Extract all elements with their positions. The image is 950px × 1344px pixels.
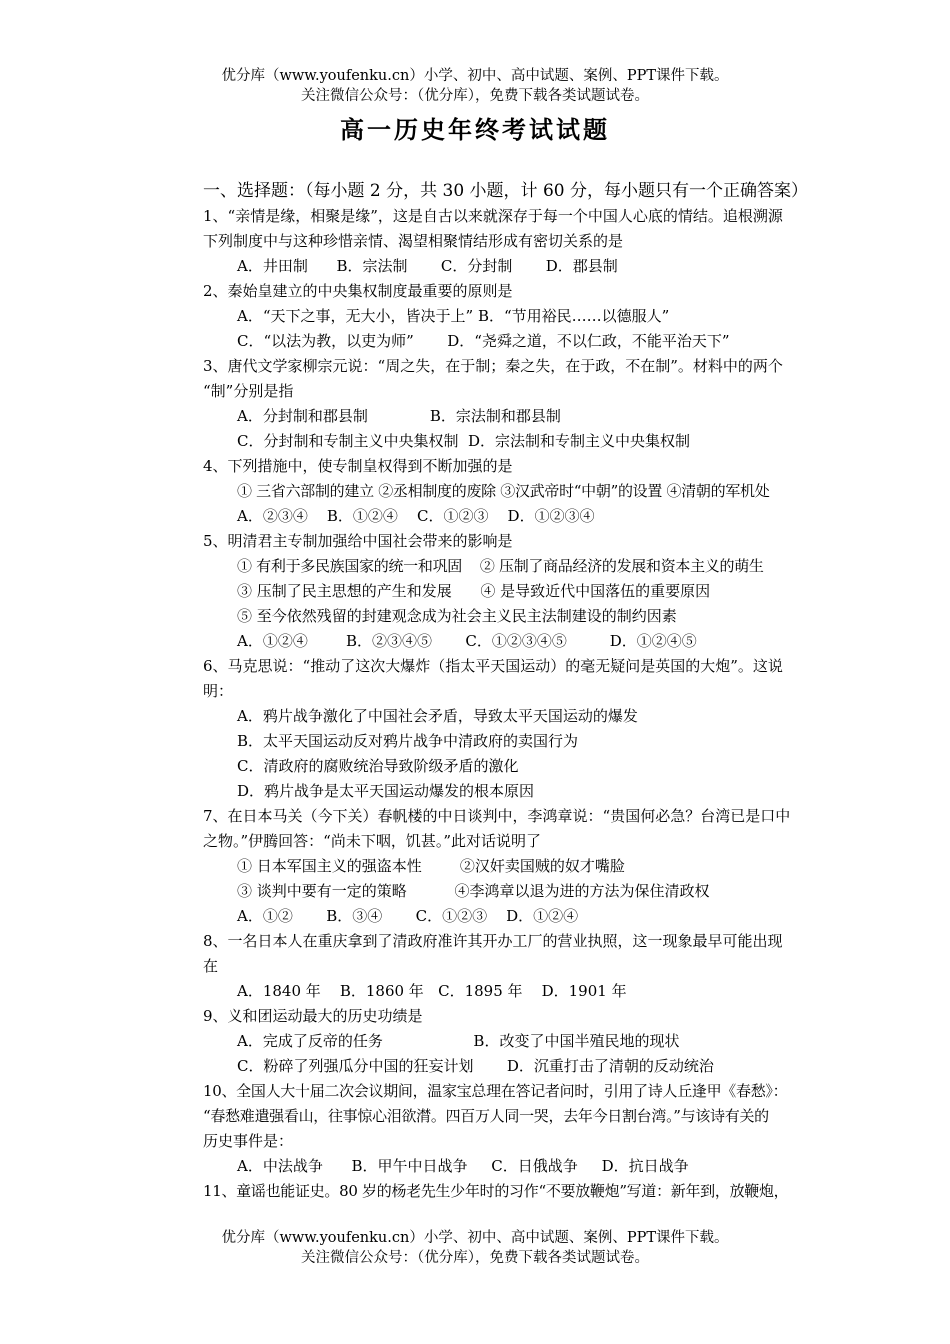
footer-line-2: 关注微信公众号：（优分库），免费下载各类试题试卷。 (301, 1250, 649, 1266)
question-line: 10、全国人大十届二次会议期间，温家宝总理在答记者问时，引用了诗人丘逢甲《春愁》： (203, 1082, 788, 1100)
footer-line-1: 优分库（www.youfenku.cn）小学、初中、高中试题、案例、PPT课件下载。 (221, 1230, 729, 1246)
question-line: 在 (203, 957, 219, 975)
question-line: 5、明清君主专制加强给中国社会带来的影响是 (203, 532, 513, 550)
answer-option: C．清政府的腐败统治导致阶级矛盾的激化 (237, 757, 519, 775)
statement-list: ① 有利于多民族国家的统一和巩固 ② 压制了商品经济的发展和资本主义的萌生 (237, 557, 764, 575)
statement-list: ① 日本军国主义的强盗本性 ②汉奸卖国贼的奴才嘴脸 (237, 857, 625, 875)
answer-option: D．鸦片战争是太平天国运动爆发的根本原因 (237, 782, 535, 800)
page-header (0, 66, 950, 106)
statement-list: ⑤ 至今依然残留的封建观念成为社会主义民主法制建设的制约因素 (237, 607, 677, 625)
question-line: “春愁难遣强看山，往事惊心泪欲潸。四百万人同一哭，去年今日割台湾。”与该诗有关的 (203, 1107, 769, 1125)
answer-options: A．分封制和郡县制 B．宗法制和郡县制 (237, 407, 561, 425)
question-line: 3、唐代文学家柳宗元说：“周之失，在于制；秦之失，在于政，不在制”。材料中的两个 (203, 357, 783, 375)
answer-options: A．①②④ B．②③④⑤ C．①②③④⑤ D．①②④⑤ (237, 632, 697, 650)
question-line: 9、义和团运动最大的历史功绩是 (203, 1007, 423, 1025)
question-line: 历史事件是： (203, 1132, 294, 1150)
statement-list: ③ 压制了民主思想的产生和发展 ④ 是导致近代中国落伍的重要原因 (237, 582, 711, 600)
question-line: 明： (203, 682, 234, 700)
answer-options: A．中法战争 B．甲午中日战争 C．日俄战争 D．抗日战争 (237, 1157, 689, 1175)
section-heading: 一、选择题：（每小题 2 分，共 30 小题，计 60 分，每小题只有一个正确答案） (203, 181, 809, 201)
answer-options: A．②③④ B．①②④ C．①②③ D．①②③④ (237, 507, 595, 525)
question-line: 下列制度中与这种珍惜亲情、渴望相聚情结形成有密切关系的是 (203, 232, 624, 250)
question-line: 6、马克思说：“推动了这次大爆炸（指太平天国运动）的毫无疑问是英国的大炮”。这说 (203, 657, 783, 675)
question-line: 7、在日本马关（今下关）春帆楼的中日谈判中，李鸿章说：“贵国何必急？台湾已是口中 (203, 807, 791, 825)
question-line: 之物。”伊腾回答：“尚未下咽，饥甚。”此对话说明了 (203, 832, 542, 850)
answer-options: A．①② B．③④ C．①②③ D．①②④ (237, 907, 579, 925)
page-footer (0, 1228, 950, 1268)
answer-options: A．完成了反帝的任务 B．改变了中国半殖民地的现状 (237, 1032, 680, 1050)
exam-title: 高一历史年终考试试题 (340, 115, 610, 144)
question-line: 1、“亲情是缘，相聚是缘”，这是自古以来就深存于每一个中国人心底的情结。追根溯源 (203, 207, 783, 225)
answer-options: C．粉碎了列强瓜分中国的狂妄计划 D．沉重打击了清朝的反动统治 (237, 1057, 714, 1075)
answer-option: B．太平天国运动反对鸦片战争中清政府的卖国行为 (237, 732, 579, 750)
answer-options: A．井田制 B．宗法制 C．分封制 D．郡县制 (237, 257, 618, 275)
question-line: 4、下列措施中，使专制皇权得到不断加强的是 (203, 457, 513, 475)
question-line: “制”分别是指 (203, 382, 294, 400)
answer-option: A．鸦片战争激化了中国社会矛盾，导致太平天国运动的爆发 (237, 707, 638, 725)
question-line: 2、秦始皇建立的中央集权制度最重要的原则是 (203, 282, 513, 300)
statement-list: ③ 谈判中要有一定的策略 ④李鸿章以退为进的方法为保住清政权 (237, 882, 710, 900)
question-line: 8、一名日本人在重庆拿到了清政府准许其开办工厂的营业执照，这一现象最早可能出现 (203, 932, 783, 950)
header-line-2: 关注微信公众号：（优分库），免费下载各类试题试卷。 (301, 88, 649, 104)
statement-list: ① 三省六部制的建立 ②丞相制度的废除 ③汉武帝时“中朝”的设置 ④清朝的军机处 (237, 482, 770, 500)
question-line: 11、童谣也能证史。80 岁的杨老先生少年时的习作“不要放鞭炮”写道：新年到，放鞭炮， (203, 1182, 789, 1200)
answer-options: C．分封制和专制主义中央集权制 D．宗法制和专制主义中央集权制 (237, 432, 691, 450)
header-line-1: 优分库（www.youfenku.cn）小学、初中、高中试题、案例、PPT课件下载。 (221, 68, 729, 84)
exam-content (203, 178, 861, 1204)
answer-options: A．“天下之事，无大小，皆决于上” B．“节用裕民……以德服人” (237, 307, 670, 325)
answer-options: A．1840 年 B．1860 年 C．1895 年 D．1901 年 (237, 982, 627, 1000)
answer-options: C．“以法为教，以吏为师” D．“尧舜之道，不以仁政，不能平治天下” (237, 332, 730, 350)
